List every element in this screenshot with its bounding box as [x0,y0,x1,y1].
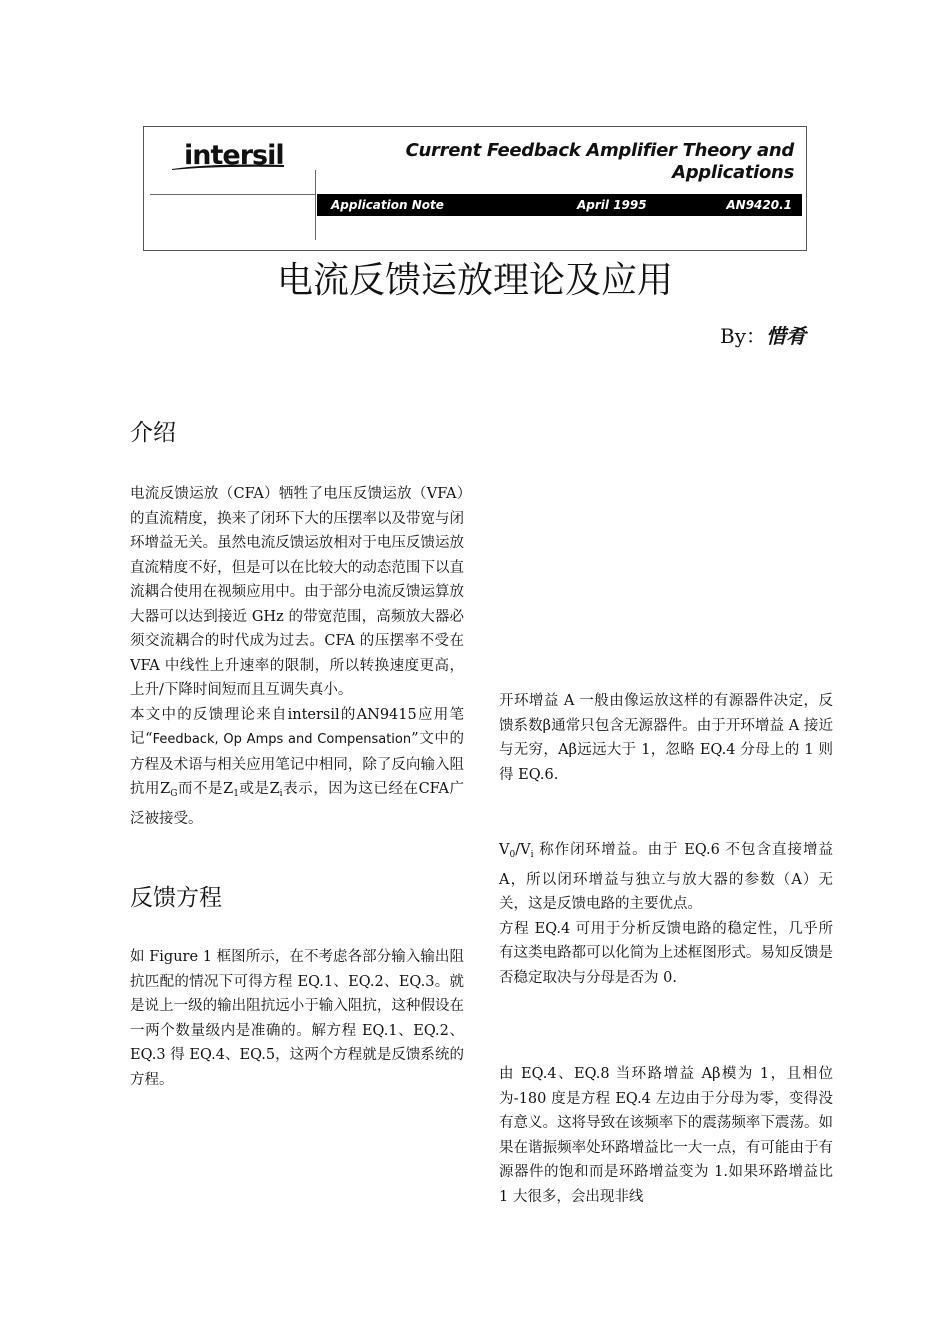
application-note-title-line2: Applications [672,162,794,183]
intro-p2-part: 本文中的反馈理论来自intersil的AN9415应用笔记“ [130,706,464,747]
closed-loop-gain-text: 称作闭环增益。由于 EQ.6 不包含直接增益 A，所以闭环增益与独立与放大器的参数（A）无关，这是反馈电路的主要优点。 [499,842,833,912]
doc-date: April 1995 [577,198,647,212]
subscript: G [170,789,178,799]
subscript: 0 [509,850,516,860]
logo-swoosh-icon [172,163,284,170]
stability-paragraph: 方程 EQ.4 可用于分析反馈电路的稳定性，几乎所有这类电路都可以化简为上述框图形式。易知反馈是否稳定取决与分母是否为 0. [499,920,833,986]
intro-p2-part: 表示，因为这已经在CFA广泛被接受。 [130,781,464,827]
v0-symbol: V [499,842,510,858]
intro-p2-part: ”文中的方程及术语与相关应用笔记中相同，除了反向输入阻抗用Z [130,731,465,797]
subscript: i [530,850,534,860]
subscript: i [279,789,283,799]
vi-symbol: /V [515,842,531,858]
byline [600,320,806,349]
oscillation-paragraph: 由 EQ.4、EQ.8 当环路增益 Aβ模为 1，且相位为-180 度是方程 EQ.4 左边由于分母为零，变得没有意义。这将导致在该频率下的震荡频率下震荡。如果在谐振频率处环路增益比一大一点，有可能由于有源器件的饱和而是环路增益变为 1.如果环路增益比 1 大很多，会出现非线 [499,1066,833,1205]
intro-text [130,482,464,831]
feedback-paragraph-1: 如 Figure 1 框图所示，在不考虑各部分输入输出阻抗匹配的情况下可得方程 EQ.1、EQ.2、EQ.3。就是说上一级的输出阻抗远小于输入阻抗，这种假设在一两个数量级内是准确的。解方程 EQ.1、EQ.2、EQ.3 得 EQ.4、EQ.5，这两个方程就是反馈系统的方程。 [130,949,464,1088]
section-heading-intro: 介绍 [130,420,176,446]
intersil-logo: intersil [184,140,284,171]
intro-p2-english-title: Feedback, Op Amps and Compensation [152,732,412,747]
intro-p2-part: 或是Z [238,781,280,797]
application-note-title [400,140,794,184]
doc-number: AN9420.1 [726,198,792,212]
right-paragraph-2 [499,838,833,990]
header-divider [150,194,316,195]
intro-paragraph-2 [130,703,464,832]
right-paragraph-1 [499,689,833,787]
byline-prefix: By： [720,324,766,348]
page-title: 电流反馈运放理论及应用 [276,260,673,301]
intro-p2-part: 而不是Z [177,781,234,797]
application-note-title-line1: Current Feedback Amplifier Theory and [405,140,794,161]
doc-type: Application Note [331,198,444,212]
byline-author: 惜肴 [766,324,806,348]
right-paragraph-3 [499,1062,833,1209]
closed-loop-gain-paragraph [499,838,833,917]
header-vertical-divider [315,170,316,240]
feedback-text [130,945,464,1092]
header-info-bar [317,194,802,216]
intro-paragraph-1: 电流反馈运放（CFA）牺牲了电压反馈运放（VFA）的直流精度，换来了闭环下大的压摆率以及带宽与闭环增益无关。虽然电流反馈运放相对于电压反馈运放直流精度不好，但是可以在比较大的动态范围下以直流耦合使用在视频应用中。由于部分电流反馈运算放大器可以达到接近 GHz 的带宽范围，高频放大器必须交流耦合的时代成为过去。CFA 的压摆率不受在 VFA 中线性上升速率的限制，所以转换速度更高，上升/下降时间短而且互调失真小。 [130,486,464,698]
section-heading-feedback: 反馈方程 [130,885,222,911]
subscript: 1 [233,789,239,799]
open-loop-gain-paragraph: 开环增益 A 一般由像运放这样的有源器件决定，反馈系数β通常只包含无源器件。由于开环增益 A 接近与无穷，Aβ远远大于 1，忽略 EQ.4 分母上的 1 则得 EQ.6. [499,693,833,783]
